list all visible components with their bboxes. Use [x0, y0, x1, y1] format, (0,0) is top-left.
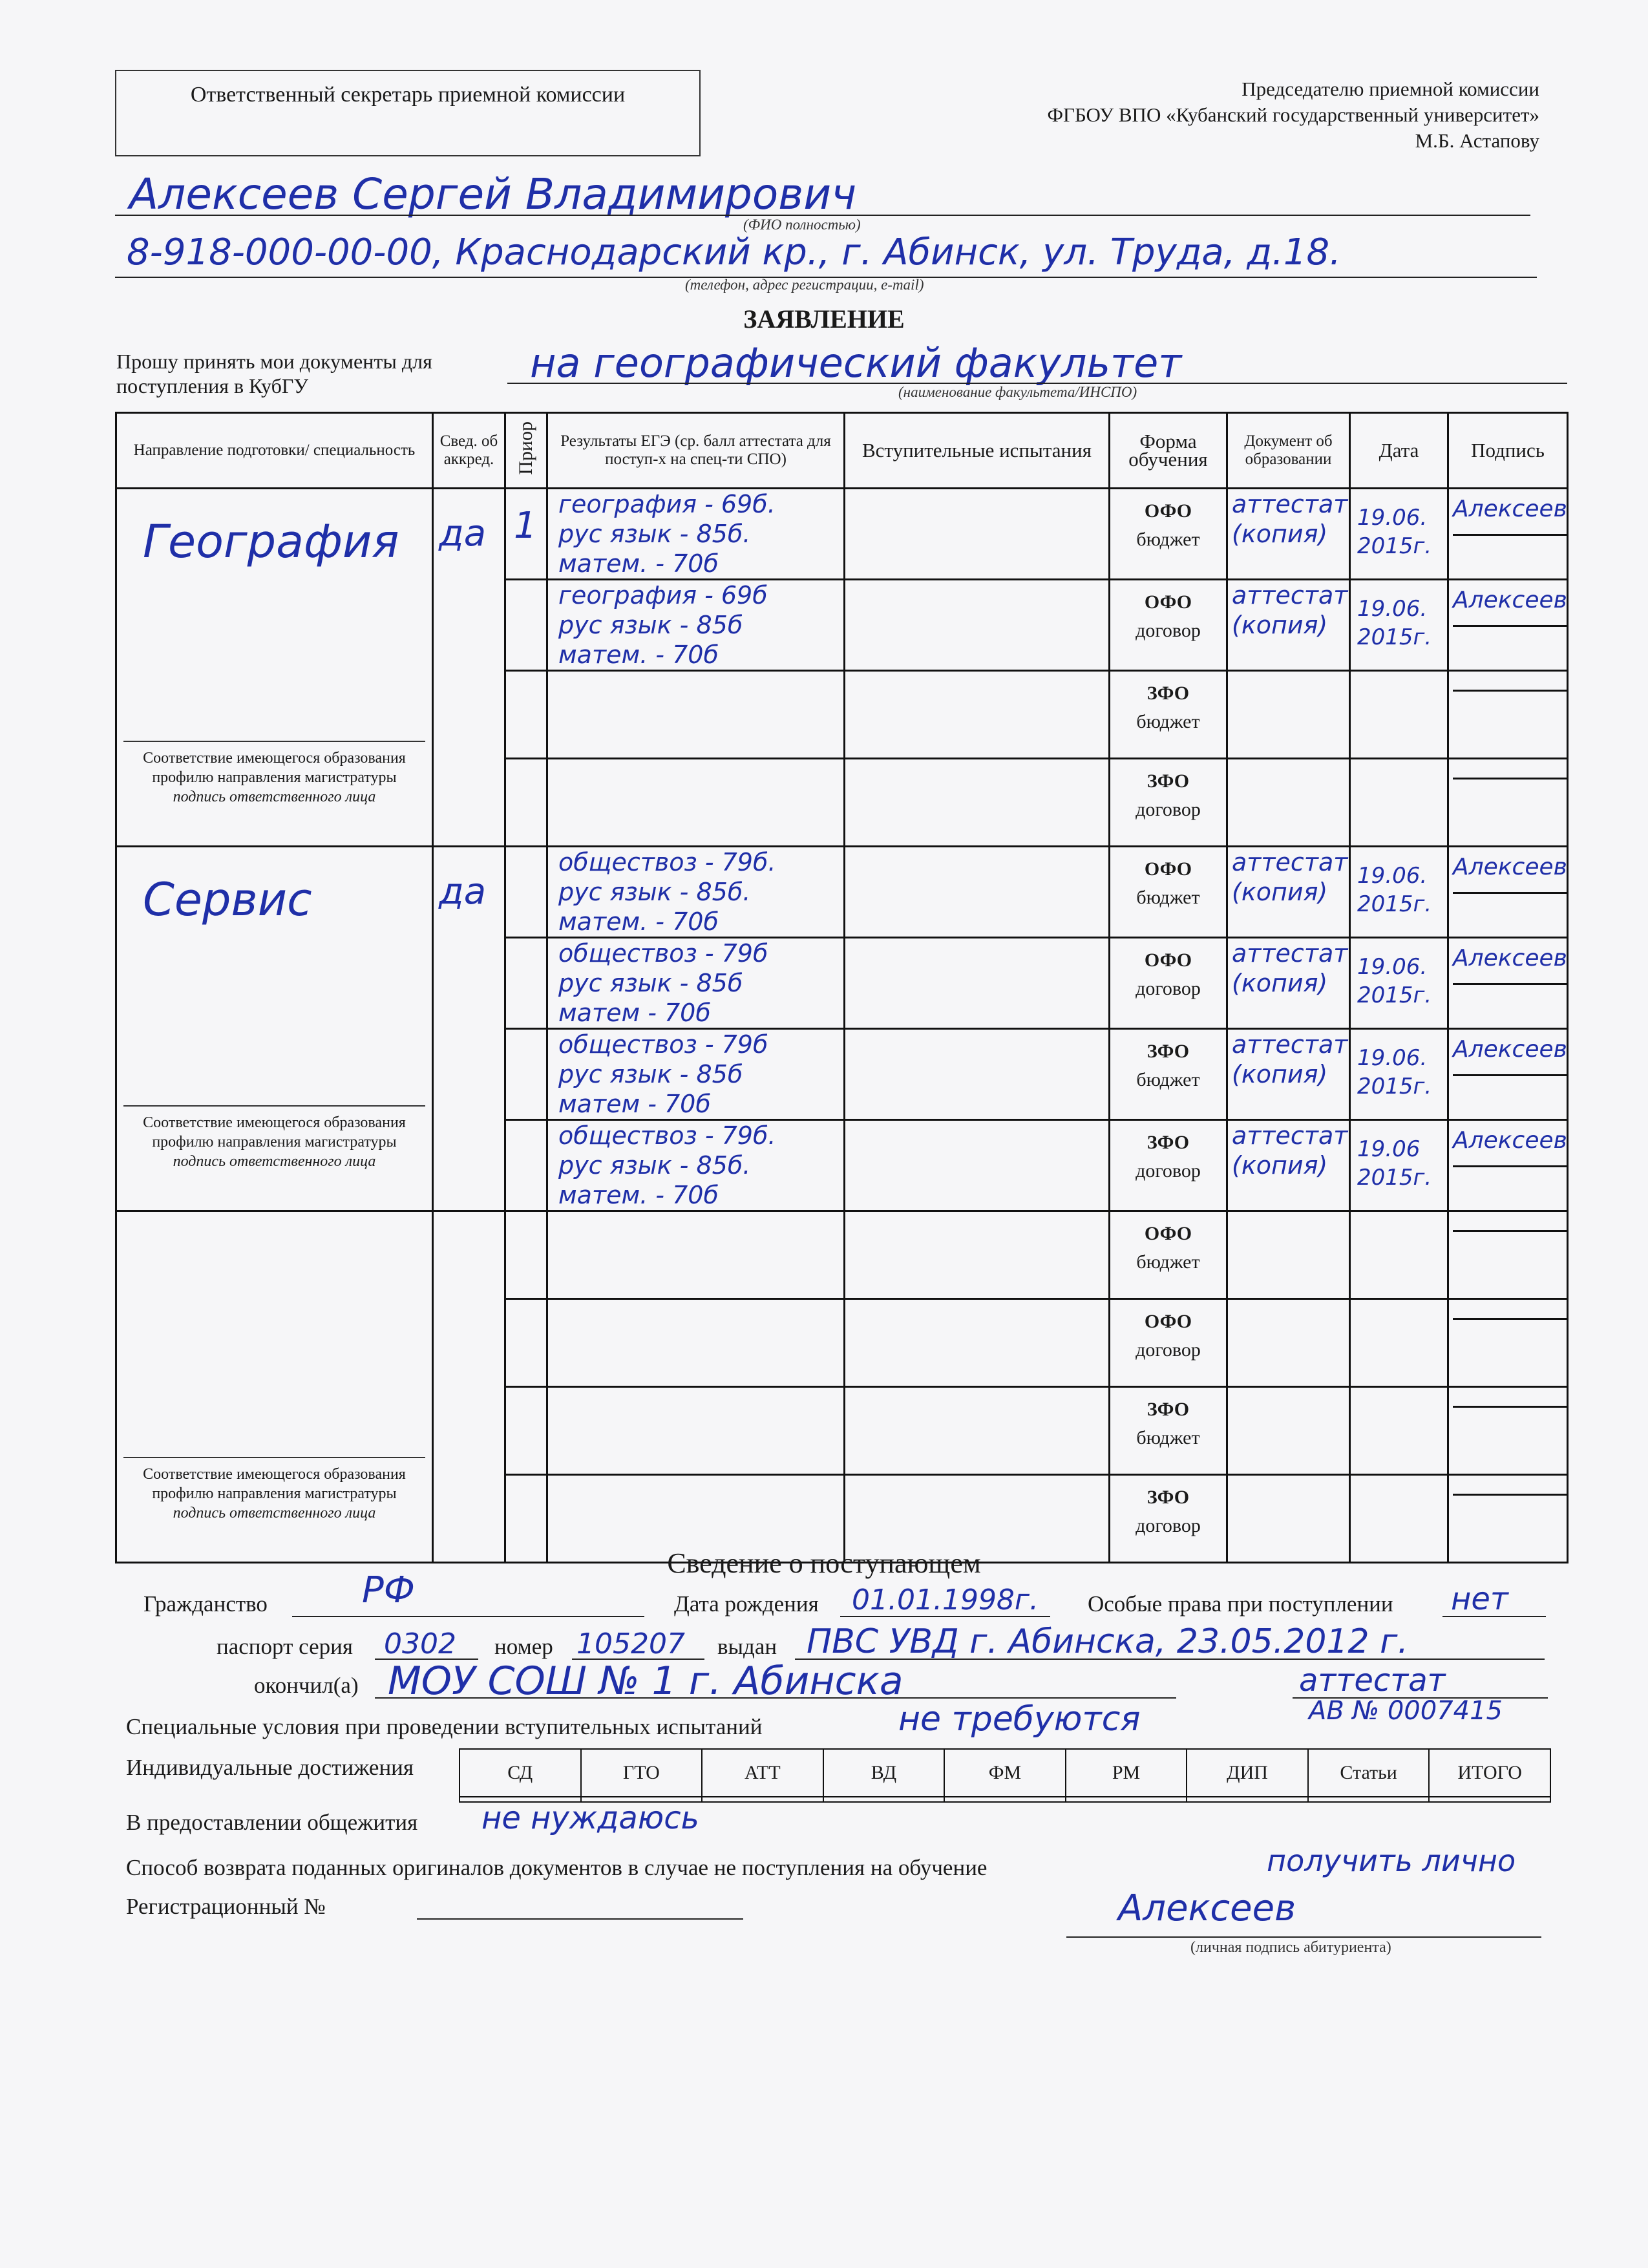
date-line[interactable]: 2015г.	[1357, 624, 1432, 650]
applications-table	[115, 412, 1569, 1563]
sign-cell[interactable]	[1448, 1120, 1568, 1211]
faculty-value[interactable]: на географический факультет	[530, 339, 1182, 387]
birth-label: Дата рождения	[674, 1591, 819, 1616]
date-line[interactable]: 19.06.	[1357, 863, 1428, 889]
reg-line	[417, 1918, 743, 1920]
issued-label: выдан	[717, 1634, 777, 1659]
achievement-total: ИТОГО	[1429, 1749, 1550, 1797]
ege-cell[interactable]	[547, 1299, 845, 1387]
school-label: окончил(а)	[254, 1673, 359, 1698]
form-type: ЗФО	[1146, 1132, 1190, 1153]
date-cell[interactable]	[1350, 1387, 1448, 1475]
contact-value[interactable]: 8-918-000-00-00, Краснодарский кр., г. Абинск, ул. Труда, д.18.	[127, 231, 1341, 273]
document-title: ЗАЯВЛЕНИЕ	[743, 304, 905, 334]
addressee-line1: Председателю приемной комиссии	[1241, 78, 1539, 100]
prior-value[interactable]: 1	[514, 505, 537, 547]
ege-cell[interactable]	[547, 671, 845, 759]
date-cell[interactable]	[1350, 489, 1448, 580]
ege-line[interactable]: матем - 70б	[558, 1090, 711, 1118]
direction-value[interactable]: География	[143, 515, 399, 568]
date-cell[interactable]	[1350, 1120, 1448, 1211]
table-row	[116, 1211, 1568, 1299]
table-body	[116, 489, 1568, 1563]
sign-subrow	[1453, 534, 1567, 575]
table-row	[116, 847, 1568, 938]
ege-line[interactable]: рус язык - 85б.	[558, 1151, 751, 1180]
ege-line[interactable]: рус язык - 85б	[558, 969, 743, 997]
applicant-signature[interactable]: Алексеев	[1118, 1887, 1296, 1929]
form-cell	[1110, 580, 1227, 671]
prior-cell[interactable]	[505, 489, 547, 580]
correspondence-text: Соответствие имеющегося образования профилю направления магистратуры	[143, 750, 406, 786]
correspondence-note	[123, 1457, 425, 1523]
date-cell[interactable]	[1350, 759, 1448, 847]
sign-subrow	[1453, 1074, 1567, 1115]
header-direction: Направление подготовки/ специальность	[116, 413, 433, 489]
achievement-dip: ДИП	[1187, 1749, 1308, 1797]
correspondence-note	[123, 741, 425, 807]
sign-subrow	[1453, 778, 1567, 818]
ege-cell[interactable]	[547, 938, 845, 1029]
ege-line[interactable]: рус язык - 85б.	[558, 520, 751, 548]
doc-cell[interactable]	[1227, 1120, 1350, 1211]
fio-value[interactable]: Алексеев Сергей Владимирович	[129, 169, 857, 219]
accred-cell[interactable]	[433, 847, 505, 1211]
doc-cell[interactable]	[1227, 489, 1350, 580]
signature-caption: (личная подпись абитуриента)	[1190, 1939, 1391, 1956]
achievement-cell[interactable]	[1429, 1797, 1550, 1802]
achievement-fm: ФМ	[944, 1749, 1066, 1797]
form-type: ЗФО	[1146, 1041, 1190, 1062]
achievement-gto: ГТО	[581, 1749, 703, 1797]
ege-cell[interactable]	[547, 489, 845, 580]
form-cell	[1110, 671, 1227, 759]
doc-line[interactable]: аттестат	[1232, 1121, 1348, 1150]
ege-line[interactable]: география - 69б.	[558, 490, 776, 518]
doc-cell[interactable]	[1227, 1387, 1350, 1475]
info-title: Сведение о поступающем	[667, 1547, 981, 1579]
form-cell	[1110, 1387, 1227, 1475]
ege-cell[interactable]	[547, 1387, 845, 1475]
date-cell[interactable]	[1350, 1299, 1448, 1387]
form-cell	[1110, 1211, 1227, 1299]
date-cell[interactable]	[1350, 671, 1448, 759]
addressee-line3: М.Б. Астапову	[1415, 129, 1539, 152]
achievement-sd: СД	[460, 1749, 581, 1797]
sign-subrow	[1453, 1230, 1567, 1271]
prior-cell[interactable]	[505, 847, 547, 938]
citizenship-label: Гражданство	[143, 1591, 268, 1616]
doc-line[interactable]: аттестат	[1232, 848, 1348, 876]
form-type: ОФО	[1144, 949, 1192, 971]
sign-value[interactable]: Алексеев	[1453, 1036, 1567, 1063]
doc-cell[interactable]	[1227, 1299, 1350, 1387]
sign-subrow	[1453, 690, 1567, 730]
sign-cell[interactable]	[1448, 489, 1568, 580]
issued-value[interactable]: ПВС УВД г. Абинска, 23.05.2012 г.	[807, 1622, 1408, 1661]
form-type: ЗФО	[1146, 770, 1190, 792]
ege-cell[interactable]	[547, 847, 845, 938]
achievement-cell[interactable]	[1187, 1797, 1308, 1802]
sign-cell[interactable]	[1448, 580, 1568, 671]
doc-cell[interactable]	[1227, 1029, 1350, 1120]
dorm-value[interactable]: не нуждаюсь	[481, 1800, 699, 1836]
sign-subrow	[1453, 892, 1567, 933]
doc-cell[interactable]	[1227, 1211, 1350, 1299]
date-line[interactable]: 19.06.	[1357, 1045, 1428, 1071]
reg-label: Регистрационный №	[126, 1894, 326, 1919]
return-label: Способ возврата поданных оригиналов документов в случае не поступления на обучение	[126, 1855, 988, 1880]
header-sign: Подпись	[1448, 413, 1568, 489]
rights-label: Особые права при поступлении	[1088, 1591, 1393, 1616]
date-line[interactable]: 19.06	[1357, 1136, 1421, 1162]
form-type: ОФО	[1144, 591, 1192, 613]
doc-line[interactable]: аттестат	[1232, 581, 1348, 609]
school-doc-number[interactable]: АВ № 0007415	[1309, 1696, 1503, 1726]
form-type: ЗФО	[1146, 683, 1190, 704]
accred-cell[interactable]	[433, 1211, 505, 1563]
addressee-block	[1048, 76, 1539, 154]
return-value[interactable]: получить лично	[1267, 1843, 1516, 1878]
form-cell	[1110, 1120, 1227, 1211]
achievements-header-row	[460, 1749, 1550, 1797]
form-basis: договор	[1136, 1339, 1201, 1361]
form-basis: договор	[1136, 1515, 1201, 1536]
sign-cell[interactable]	[1448, 1029, 1568, 1120]
ege-line[interactable]: обществоз - 79б.	[558, 848, 776, 876]
sign-value[interactable]: Алексеев	[1453, 945, 1567, 971]
correspondence-text: Соответствие имеющегося образования профилю направления магистратуры	[143, 1114, 406, 1150]
doc-line[interactable]: (копия)	[1232, 1151, 1328, 1180]
sign-cell[interactable]	[1448, 671, 1568, 759]
ege-cell[interactable]	[547, 759, 845, 847]
date-line[interactable]: 2015г.	[1357, 533, 1432, 559]
date-line[interactable]: 2015г.	[1357, 982, 1432, 1008]
achievements-label: Индивидуальные достижения	[126, 1755, 414, 1780]
ege-cell[interactable]	[547, 580, 845, 671]
sign-cell[interactable]	[1448, 759, 1568, 847]
school-value[interactable]: МОУ СОШ № 1 г. Абинска	[388, 1659, 903, 1704]
accred-value[interactable]: да	[439, 513, 487, 555]
ege-cell[interactable]	[547, 1029, 845, 1120]
doc-line[interactable]: аттестат	[1232, 490, 1348, 518]
correspondence-note	[123, 1105, 425, 1171]
doc-line[interactable]: (копия)	[1232, 1060, 1328, 1088]
correspondence-sign-caption: подпись ответственного лица	[173, 789, 376, 805]
correspondence-sign-caption: подпись ответственного лица	[173, 1153, 376, 1170]
request-line1: Прошу принять мои документы для	[116, 350, 432, 373]
correspondence-sign-caption: подпись ответственного лица	[173, 1505, 376, 1521]
ege-line[interactable]: обществоз - 79б.	[558, 1121, 776, 1150]
request-line2: поступления в КубГУ	[116, 374, 309, 397]
ege-cell[interactable]	[547, 1211, 845, 1299]
ege-line[interactable]: матем. - 70б	[558, 641, 719, 669]
date-line[interactable]: 19.06.	[1357, 596, 1428, 622]
signature-line	[1066, 1936, 1541, 1938]
achievement-vd: ВД	[823, 1749, 945, 1797]
achievement-cell[interactable]	[1066, 1797, 1187, 1802]
sign-value[interactable]: Алексеев	[1453, 496, 1567, 522]
ege-line[interactable]: география - 69б	[558, 581, 768, 609]
prior-value[interactable]	[506, 847, 546, 863]
sign-cell[interactable]	[1448, 1299, 1568, 1387]
achievement-articles: Статьи	[1308, 1749, 1430, 1797]
header-form: Форма обучения	[1110, 413, 1227, 489]
passport-number-value[interactable]: 105207	[576, 1627, 685, 1660]
request-text	[116, 349, 432, 398]
doc-line[interactable]: (копия)	[1232, 611, 1328, 639]
prior-cell[interactable]	[505, 759, 547, 847]
form-cell	[1110, 1029, 1227, 1120]
form-cell	[1110, 489, 1227, 580]
header-prior	[505, 413, 547, 489]
doc-line[interactable]: аттестат	[1232, 1030, 1348, 1059]
accred-cell[interactable]	[433, 489, 505, 847]
form-basis: бюджет	[1136, 1427, 1200, 1448]
date-line[interactable]: 2015г.	[1357, 1074, 1432, 1099]
correspondence-text: Соответствие имеющегося образования профилю направления магистратуры	[143, 1466, 406, 1502]
sign-value[interactable]: Алексеев	[1453, 1127, 1567, 1154]
ege-cell[interactable]	[547, 1120, 845, 1211]
doc-line[interactable]: (копия)	[1232, 969, 1328, 997]
date-line[interactable]: 19.06.	[1357, 505, 1428, 531]
ege-line[interactable]: рус язык - 85б	[558, 1060, 743, 1088]
form-type: ОФО	[1144, 1311, 1192, 1332]
date-cell[interactable]	[1350, 580, 1448, 671]
prior-cell[interactable]	[505, 1211, 547, 1299]
passport-number-label: номер	[494, 1634, 553, 1659]
form-cell	[1110, 1299, 1227, 1387]
prior-cell[interactable]	[505, 1387, 547, 1475]
exams-cell[interactable]	[845, 1299, 1110, 1387]
form-type: ОФО	[1144, 500, 1192, 522]
sign-subrow	[1453, 1318, 1567, 1359]
sign-subrow	[1453, 983, 1567, 1024]
form-type: ЗФО	[1146, 1399, 1190, 1420]
doc-cell[interactable]	[1227, 671, 1350, 759]
form-type: ОФО	[1144, 858, 1192, 880]
ege-line[interactable]: матем. - 70б	[558, 549, 719, 578]
citizenship-value[interactable]: РФ	[362, 1569, 415, 1611]
sign-subrow	[1453, 1165, 1567, 1206]
table-header-row	[116, 413, 1568, 489]
exams-cell[interactable]	[845, 580, 1110, 671]
achievement-rm: РМ	[1066, 1749, 1187, 1797]
date-line[interactable]: 2015г.	[1357, 891, 1432, 917]
exams-cell[interactable]	[845, 1211, 1110, 1299]
exams-cell[interactable]	[845, 1029, 1110, 1120]
exams-cell[interactable]	[845, 489, 1110, 580]
prior-cell[interactable]	[505, 671, 547, 759]
doc-cell[interactable]	[1227, 938, 1350, 1029]
form-basis: бюджет	[1136, 1069, 1200, 1090]
prior-cell[interactable]	[505, 1299, 547, 1387]
sign-cell[interactable]	[1448, 1211, 1568, 1299]
table-row	[116, 489, 1568, 580]
sign-subrow	[1453, 625, 1567, 666]
form-cell	[1110, 759, 1227, 847]
ege-line[interactable]: обществоз - 79б	[558, 1030, 768, 1059]
achievement-cell[interactable]	[823, 1797, 945, 1802]
doc-line[interactable]: аттестат	[1232, 939, 1348, 968]
header-date: Дата	[1350, 413, 1448, 489]
achievements-table	[459, 1748, 1551, 1803]
form-basis: бюджет	[1136, 887, 1200, 908]
direction-cell[interactable]	[116, 1211, 433, 1563]
date-line[interactable]: 19.06.	[1357, 954, 1428, 980]
fio-caption: (ФИО полностью)	[743, 217, 861, 233]
accred-value[interactable]	[434, 1212, 504, 1235]
fio-line	[115, 215, 1530, 216]
exams-cell[interactable]	[845, 1387, 1110, 1475]
doc-line[interactable]: (копия)	[1232, 878, 1328, 906]
form-basis: бюджет	[1136, 711, 1200, 732]
addressee-line2: ФГБОУ ВПО «Кубанский государственный университет»	[1047, 103, 1539, 126]
header-doc: Документ об образовании	[1227, 413, 1350, 489]
accred-value[interactable]: да	[439, 871, 487, 913]
direction-cell[interactable]	[116, 489, 433, 847]
date-cell[interactable]	[1350, 1029, 1448, 1120]
form-cell	[1110, 938, 1227, 1029]
date-cell[interactable]	[1350, 938, 1448, 1029]
header-ege: Результаты ЕГЭ (ср. балл аттестата для поступ-х на спец-ти СПО)	[547, 413, 845, 489]
form-type: ЗФО	[1146, 1487, 1190, 1508]
exams-cell[interactable]	[845, 759, 1110, 847]
special-value[interactable]: не требуются	[898, 1700, 1141, 1739]
birth-value[interactable]: 01.01.1998г.	[852, 1584, 1039, 1616]
date-line[interactable]: 2015г.	[1357, 1165, 1432, 1191]
header-accred: Свед. об аккред.	[433, 413, 505, 489]
form-basis: бюджет	[1136, 529, 1200, 550]
form-basis: бюджет	[1136, 1251, 1200, 1273]
contact-caption: (телефон, адрес регистрации, e-mail)	[685, 277, 924, 293]
ege-line[interactable]: рус язык - 85б.	[558, 878, 751, 906]
prior-cell[interactable]	[505, 580, 547, 671]
dorm-label: В предоставлении общежития	[126, 1810, 418, 1835]
direction-value[interactable]: Сервис	[143, 873, 312, 926]
ege-line[interactable]: матем - 70б	[558, 999, 711, 1027]
doc-cell[interactable]	[1227, 759, 1350, 847]
ege-line[interactable]: матем. - 70б	[558, 907, 719, 936]
exams-cell[interactable]	[845, 938, 1110, 1029]
achievement-att: АТТ	[702, 1749, 823, 1797]
prior-cell[interactable]	[505, 1120, 547, 1211]
prior-cell[interactable]	[505, 1029, 547, 1120]
achievement-cell[interactable]	[944, 1797, 1066, 1802]
prior-value[interactable]	[506, 1212, 546, 1227]
exams-cell[interactable]	[845, 847, 1110, 938]
form-basis: договор	[1136, 978, 1201, 999]
sign-subrow	[1453, 1494, 1567, 1534]
form-basis: договор	[1136, 1160, 1201, 1182]
direction-cell[interactable]	[116, 847, 433, 1211]
sign-value[interactable]: Алексеев	[1453, 854, 1567, 880]
doc-cell[interactable]	[1227, 580, 1350, 671]
achievement-cell[interactable]	[1308, 1797, 1430, 1802]
ege-line[interactable]: обществоз - 79б	[558, 939, 768, 968]
achievement-cell[interactable]	[702, 1797, 823, 1802]
sign-cell[interactable]	[1448, 938, 1568, 1029]
header-prior-label: Приор	[515, 421, 536, 475]
faculty-caption: (наименование факультета/ИНСПО)	[898, 384, 1137, 400]
header-exams: Вступительные испытания	[845, 413, 1110, 489]
prior-cell[interactable]	[505, 938, 547, 1029]
school-doc-type[interactable]: аттестат	[1299, 1662, 1446, 1699]
form-basis: договор	[1136, 799, 1201, 820]
form-cell	[1110, 847, 1227, 938]
sign-cell[interactable]	[1448, 847, 1568, 938]
date-cell[interactable]	[1350, 1211, 1448, 1299]
exams-cell[interactable]	[845, 671, 1110, 759]
passport-series-value[interactable]: 0302	[384, 1627, 456, 1660]
form-type: ОФО	[1144, 1223, 1192, 1244]
doc-cell[interactable]	[1227, 847, 1350, 938]
date-cell[interactable]	[1350, 847, 1448, 938]
sign-subrow	[1453, 1406, 1567, 1447]
exams-cell[interactable]	[845, 1120, 1110, 1211]
form-basis: договор	[1136, 620, 1201, 641]
special-label: Специальные условия при проведении вступительных испытаний	[126, 1714, 763, 1739]
sign-value[interactable]: Алексеев	[1453, 587, 1567, 613]
citizenship-line	[292, 1616, 644, 1617]
rights-value[interactable]: нет	[1451, 1581, 1508, 1617]
ege-line[interactable]: матем. - 70б	[558, 1181, 719, 1209]
sign-cell[interactable]	[1448, 1387, 1568, 1475]
ege-line[interactable]: рус язык - 85б	[558, 611, 743, 639]
secretary-box	[115, 70, 701, 156]
passport-series-label: паспорт серия	[217, 1634, 353, 1659]
secretary-label: Ответственный секретарь приемной комиссии	[190, 83, 626, 107]
doc-line[interactable]: (копия)	[1232, 520, 1328, 548]
